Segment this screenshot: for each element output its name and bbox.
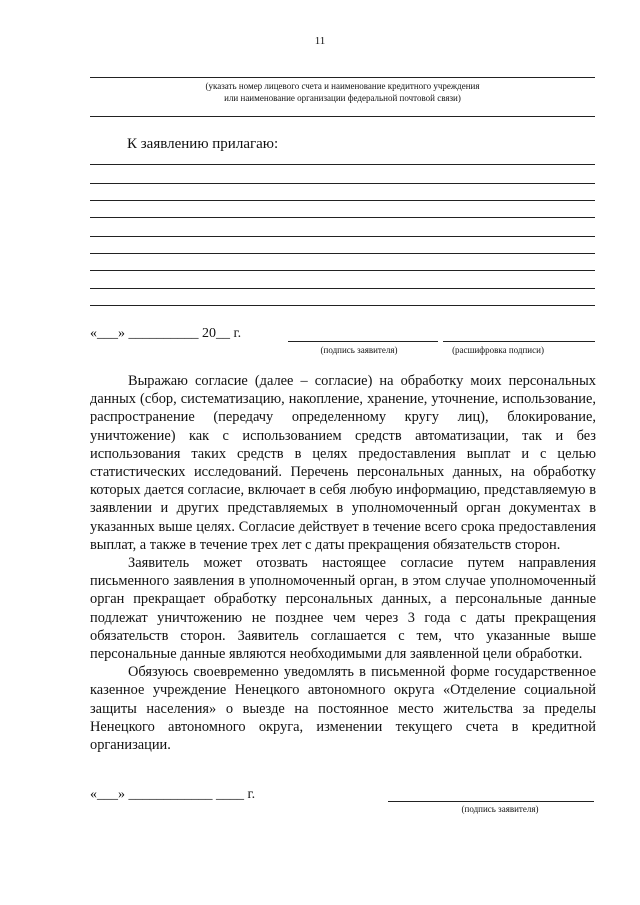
attachment-line [90, 253, 595, 254]
signature-caption: (подпись заявителя) [320, 345, 398, 355]
bank-caption-line-2: или наименование организации федеральной почтовой связи) [224, 93, 461, 103]
bank-account-line-2 [90, 116, 595, 117]
page-number: 11 [314, 35, 326, 47]
attachment-line [90, 305, 595, 306]
attachment-line [90, 270, 595, 271]
attachment-line [90, 217, 595, 218]
signature-line [288, 341, 438, 342]
consent-text [90, 372, 596, 754]
transcript-caption: (расшифровка подписи) [452, 345, 544, 355]
consent-paragraph-2: Заявитель может отозвать настоящее согласие путем направления письменного заявления в уполномоченный орган, в этом случае уполномоченный орган прекращает обработку персональных данных, а персональные данные подлежат уничтожению не позднее чем через 3 года с даты прекращения обязательств сторон. Заявитель соглашается с тем, что указанные выше персональные данные являются необходимыми для заявленной цели обработки. [90, 555, 596, 663]
consent-paragraph-1: Выражаю согласие (далее – согласие) на обработку моих персональных данных (сбор, систематизацию, накопление, хранение, уточнение, использование, распространение (передачу определенному кругу лиц), блокирование, уничтожение) как с использованием средств автоматизации, так и без использования таких средств в целях предоставления выплат и с целью статистических исследований. Перечень персональных данных, на обработку которых дается согласие, включает в себя любую информацию, представляемую в заявлении и других представляемых в уполномоченный орган документах в указанных выше целях. Согласие действует в течение всего срока предоставления выплат, а также в течение трех лет с даты прекращения обязательств сторон. [90, 373, 596, 553]
bank-account-line [90, 77, 595, 78]
obligation-date-field: «___» ____________ ____ г. [90, 787, 256, 802]
bank-caption-line-1: (указать номер лицевого счета и наименование кредитного учреждения [205, 81, 480, 91]
attachment-line [90, 200, 595, 201]
signature-line-2 [388, 801, 594, 802]
transcript-line [443, 341, 595, 342]
signature-caption-2: (подпись заявителя) [461, 804, 539, 814]
attachment-line [90, 288, 595, 289]
application-date-field: «___» __________ 20__ г. [90, 326, 242, 341]
bank-account-caption [90, 80, 595, 104]
attachments-heading: К заявлению прилагаю: [127, 136, 279, 152]
attachment-line [90, 236, 595, 237]
consent-paragraph-3: Обязуюсь своевременно уведомлять в письменной форме государственное казенное учреждение Ненецкого автономного округа «Отделение социальной защиты населения» о выезде на постоянное место жительства за пределы Ненецкого автономного округа, изменении текущего счета в кредитной организации. [90, 664, 596, 754]
attachment-line [90, 183, 595, 184]
attachment-line [90, 164, 595, 165]
